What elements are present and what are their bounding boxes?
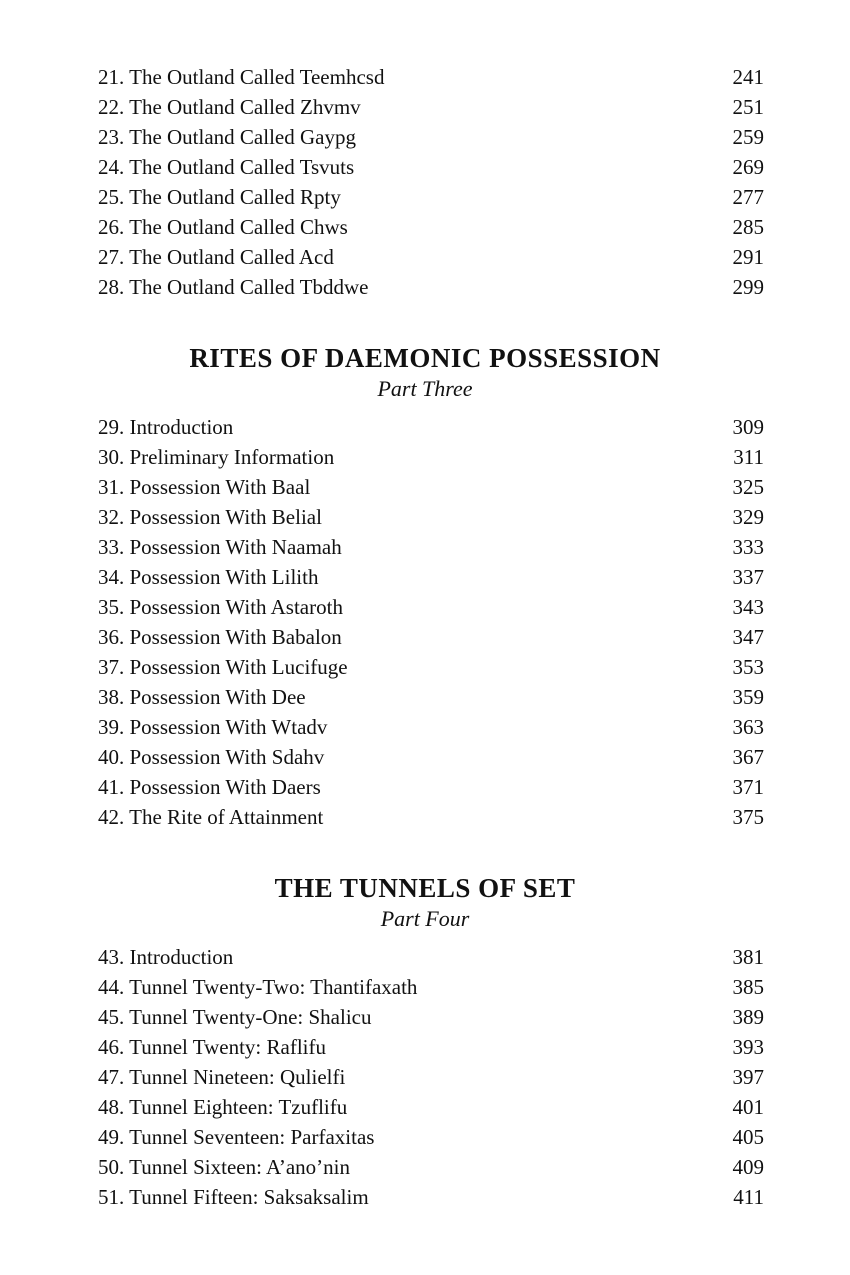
- entry-title: 38. Possession With Dee: [98, 685, 306, 709]
- toc-entry: [98, 592, 764, 622]
- entry-title: 46. Tunnel Twenty: Raflifu: [98, 1035, 326, 1059]
- toc-entry: [98, 772, 764, 802]
- entry-title: 41. Possession With Daers: [98, 775, 321, 799]
- entry-title: 24. The Outland Called Tsvuts: [98, 155, 355, 179]
- toc-entry: [98, 242, 764, 272]
- entry-page: 277: [732, 185, 764, 209]
- entry-page: 363: [732, 715, 764, 739]
- toc-entry: [98, 712, 764, 742]
- entry-page: 299: [732, 275, 764, 299]
- toc-entry: [98, 412, 764, 442]
- entry-title: 27. The Outland Called Acd: [98, 245, 334, 269]
- section-heading-part-four: [0, 872, 850, 934]
- toc-entry: [98, 1002, 764, 1032]
- toc-entry: [98, 92, 764, 122]
- entry-page: 367: [732, 745, 764, 769]
- toc-entry: [98, 272, 764, 302]
- entry-page: 385: [732, 975, 764, 999]
- entry-page: 353: [732, 655, 764, 679]
- entry-page: 337: [732, 565, 764, 589]
- entry-title: 37. Possession With Lucifuge: [98, 655, 348, 679]
- section-subtitle: Part Three: [377, 376, 473, 401]
- entry-title: 32. Possession With Belial: [98, 505, 322, 529]
- entry-title: 28. The Outland Called Tbddwe: [98, 275, 369, 299]
- entry-page: 409: [732, 1155, 764, 1179]
- entry-page: 311: [733, 445, 764, 469]
- entry-title: 43. Introduction: [98, 945, 234, 969]
- entry-page: 359: [732, 685, 764, 709]
- toc-group-possession: [98, 412, 764, 832]
- entry-title: 29. Introduction: [98, 415, 234, 439]
- entry-title: 26. The Outland Called Chws: [98, 215, 348, 239]
- section-title: THE TUNNELS OF SET: [274, 873, 576, 903]
- toc-entry: [98, 562, 764, 592]
- entry-title: 47. Tunnel Nineteen: Qulielfi: [98, 1065, 346, 1089]
- entry-page: 397: [732, 1065, 764, 1089]
- entry-title: 40. Possession With Sdahv: [98, 745, 325, 769]
- section-title: RITES OF DAEMONIC POSSESSION: [189, 343, 661, 373]
- entry-title: 21. The Outland Called Teemhcsd: [98, 65, 385, 89]
- entry-title: 36. Possession With Babalon: [98, 625, 342, 649]
- toc-entry: [98, 622, 764, 652]
- toc-entry: [98, 652, 764, 682]
- entry-page: 241: [732, 65, 764, 89]
- entry-title: 34. Possession With Lilith: [98, 565, 319, 589]
- entry-title: 30. Preliminary Information: [98, 445, 335, 469]
- entry-title: 51. Tunnel Fifteen: Saksaksalim: [98, 1185, 369, 1209]
- entry-page: 269: [732, 155, 764, 179]
- entry-title: 44. Tunnel Twenty-Two: Thantifaxath: [98, 975, 418, 999]
- entry-page: 371: [732, 775, 764, 799]
- entry-title: 22. The Outland Called Zhvmv: [98, 95, 361, 119]
- entry-page: 343: [732, 595, 764, 619]
- toc-entry: [98, 62, 764, 92]
- entry-title: 31. Possession With Baal: [98, 475, 311, 499]
- toc-entry: [98, 1182, 764, 1212]
- entry-title: 50. Tunnel Sixteen: A’ano’nin: [98, 1155, 351, 1179]
- toc-entry: [98, 472, 764, 502]
- entry-page: 325: [732, 475, 764, 499]
- toc-entry: [98, 212, 764, 242]
- entry-page: 389: [732, 1005, 764, 1029]
- toc-entry: [98, 682, 764, 712]
- entry-title: 39. Possession With Wtadv: [98, 715, 328, 739]
- entry-page: 405: [732, 1125, 764, 1149]
- entry-page: 259: [732, 125, 764, 149]
- entry-page: 251: [732, 95, 764, 119]
- entry-page: 285: [732, 215, 764, 239]
- toc-entry: [98, 1122, 764, 1152]
- toc-entry: [98, 502, 764, 532]
- toc-entry: [98, 122, 764, 152]
- toc-group-outlands: [98, 62, 764, 302]
- toc-entry: [98, 532, 764, 562]
- toc-entry: [98, 1062, 764, 1092]
- toc-entry: [98, 742, 764, 772]
- toc-entry: [98, 942, 764, 972]
- toc-entry: [98, 1092, 764, 1122]
- entry-title: 49. Tunnel Seventeen: Parfaxitas: [98, 1125, 375, 1149]
- entry-page: 381: [732, 945, 764, 969]
- entry-title: 25. The Outland Called Rpty: [98, 185, 341, 209]
- entry-page: 347: [732, 625, 764, 649]
- toc-group-tunnels: [98, 942, 764, 1212]
- entry-page: 375: [732, 805, 764, 829]
- section-subtitle: Part Four: [380, 906, 470, 931]
- toc-entry: [98, 442, 764, 472]
- toc-entry: [98, 802, 764, 832]
- toc-entry: [98, 972, 764, 1002]
- toc-entry: [98, 152, 764, 182]
- section-heading-part-three: [0, 342, 850, 404]
- entry-page: 393: [732, 1035, 764, 1059]
- entry-page: 291: [732, 245, 764, 269]
- toc-entry: [98, 1032, 764, 1062]
- entry-page: 309: [732, 415, 764, 439]
- entry-title: 35. Possession With Astaroth: [98, 595, 343, 619]
- toc-entry: [98, 182, 764, 212]
- entry-title: 42. The Rite of Attainment: [98, 805, 324, 829]
- entry-title: 23. The Outland Called Gaypg: [98, 125, 356, 149]
- entry-page: 401: [732, 1095, 764, 1119]
- entry-title: 45. Tunnel Twenty-One: Shalicu: [98, 1005, 372, 1029]
- entry-page: 329: [732, 505, 764, 529]
- entry-page: 411: [733, 1185, 764, 1209]
- entry-page: 333: [732, 535, 764, 559]
- entry-title: 48. Tunnel Eighteen: Tzuflifu: [98, 1095, 348, 1119]
- entry-title: 33. Possession With Naamah: [98, 535, 342, 559]
- toc-entry: [98, 1152, 764, 1182]
